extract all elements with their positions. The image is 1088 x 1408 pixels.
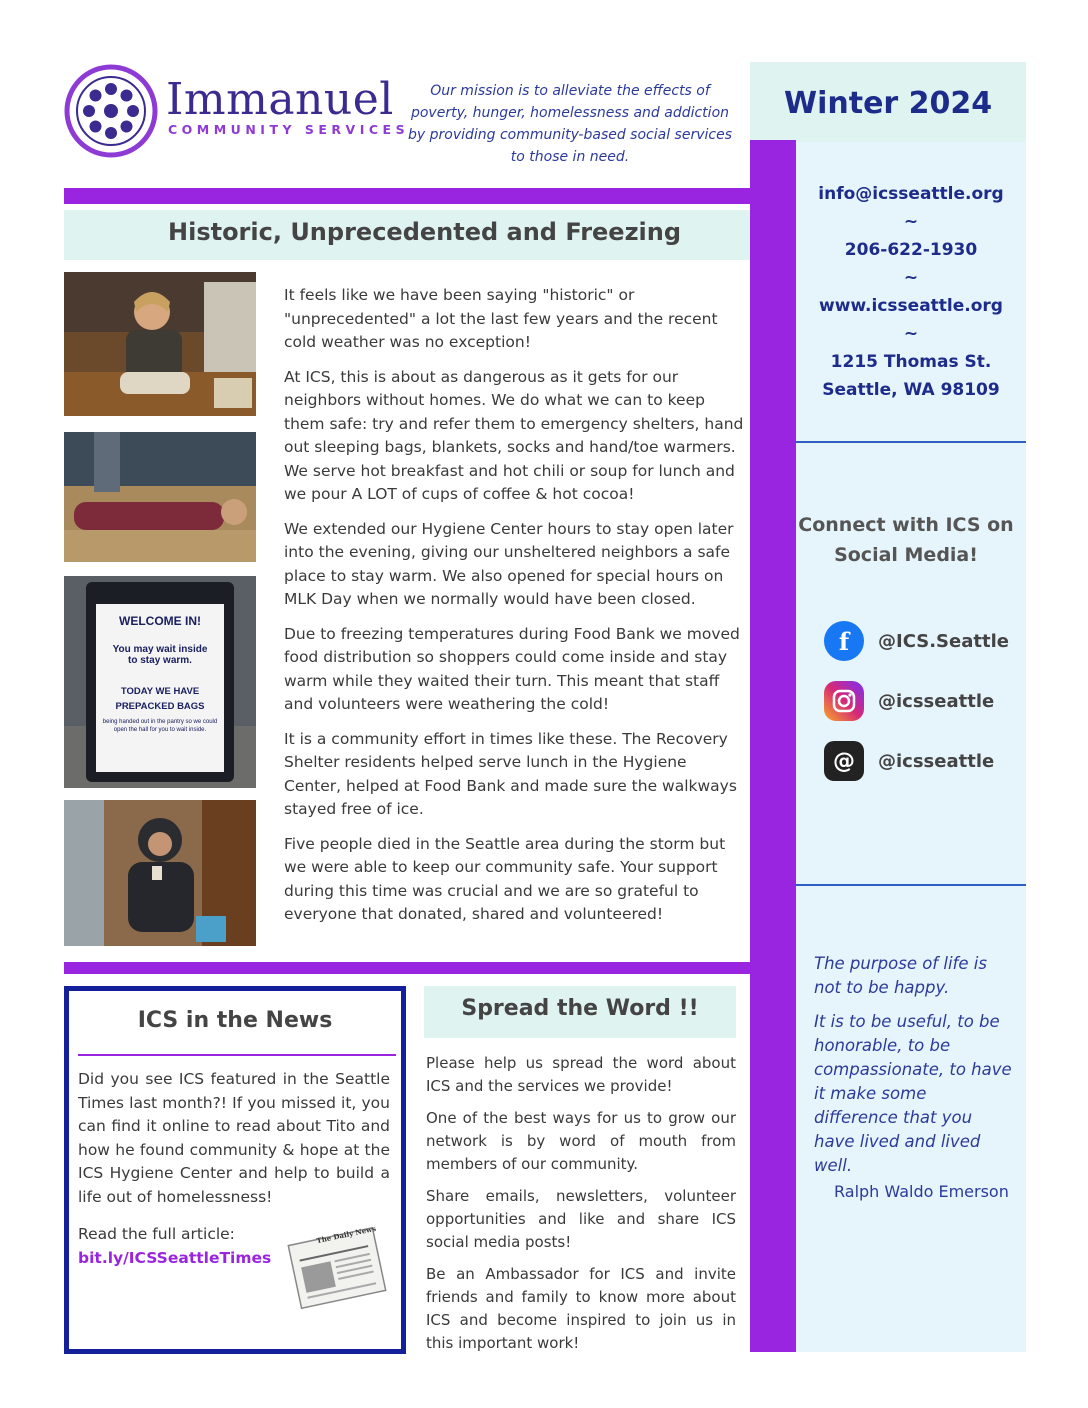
org-subtitle: COMMUNITY SERVICES <box>168 122 410 137</box>
social-facebook[interactable]: f @ICS.Seattle <box>824 621 1009 661</box>
spread-title: Spread the Word !! <box>461 996 699 1021</box>
mission-statement: Our mission is to alleviate the effects of poverty, hunger, homelessness and addiction by providing community-based social services to those in need. <box>407 83 732 165</box>
news-body: Did you see ICS featured in the Seattle Times last month?! If you missed it, you can find it online to read about Tito and how he found community & hope at the ICS Hygiene Center and help to build a life out of homelessness! Read the full article: bit.ly/ICSSeattleTimes <box>78 1068 390 1270</box>
newspaper-masthead: The Daily News <box>315 1223 377 1246</box>
facebook-icon[interactable]: f <box>824 621 864 661</box>
sidebar-divider-2 <box>796 884 1026 886</box>
quote-author: Ralph Waldo Emerson <box>834 1182 1009 1201</box>
social-instagram[interactable]: @icsseattle <box>824 681 994 721</box>
org-name: Immanuel <box>166 74 394 125</box>
article-paragraph: Five people died in the Seattle area during the storm but we were able to keep our community safe. Your support during this time was crucial and we are so grateful to everyone that donated, shared and volunteered! <box>284 834 726 923</box>
article-link[interactable]: bit.ly/ICSSeattleTimes <box>78 1248 272 1267</box>
sidebar-divider <box>796 441 1026 443</box>
quote-block: The purpose of life is not to be happy. It is to be useful, to be honorable, to be compassionate, to have it make some difference that you have lived and lived well. <box>814 954 1012 1175</box>
spread-paragraph: Be an Ambassador for ICS and invite friends and family to know more about ICS and become inspired to join us in this important work! <box>426 1265 736 1352</box>
article-paragraph: It feels like we have been saying "historic" or "unprecedented" a lot the last few years and the recent cold weather was no exception! <box>284 286 718 351</box>
contact-info: info@icsseattle.org ~ 206-622-1930 ~ www.icsseattle.org ~ 1215 Thomas St. Seattle, WA 98109 <box>796 180 1026 404</box>
article-paragraph: It is a community effort in times like these. The Recovery Shelter residents helped serve lunch in the Hygiene Center, helped at Food Bank and made sure the walkways stayed free of ice. <box>284 729 737 818</box>
sign-text: WELCOME IN! You may wait inside to stay warm. TODAY WE HAVE PREPACKED BAGS being handed out in the pantry so we could open the hall for you to wait inside. <box>102 614 218 733</box>
spread-body <box>426 1052 736 1364</box>
instagram-icon[interactable] <box>824 681 864 721</box>
read-label: Read the full article: <box>78 1225 235 1243</box>
contact-email[interactable]: info@icsseattle.org <box>818 184 1004 204</box>
contact-phone[interactable]: 206-622-1930 <box>844 240 978 260</box>
social-threads[interactable]: @ @icsseattle <box>824 741 994 781</box>
article-headline: Historic, Unprecedented and Freezing <box>168 218 682 246</box>
season-title: Winter 2024 <box>784 86 993 121</box>
ics-logo-icon <box>64 64 158 158</box>
threads-icon[interactable]: @ <box>824 741 864 781</box>
article-paragraph: Due to freezing temperatures during Food Bank we moved food distribution so shoppers could come inside and stay warm while they waited their turn. This meant that staff and volunteers were weathering the cold! <box>284 624 740 713</box>
spread-paragraph: Please help us spread the word about ICS and the services we provide! <box>426 1054 736 1095</box>
contact-website[interactable]: www.icsseattle.org <box>819 296 1003 316</box>
article-paragraph: We extended our Hygiene Center hours to stay open later into the evening, giving our unsheltered neighbors a safe place to stay warm. We also opened for special hours on MLK Day when we normally would have been closed. <box>284 519 734 608</box>
news-title: ICS in the News <box>137 1008 333 1033</box>
purple-horizontal-bar-lower <box>64 962 750 974</box>
photo-man-sitting <box>64 272 256 416</box>
article-body <box>284 284 746 938</box>
purple-horizontal-bar <box>64 188 796 204</box>
photo-person-lying <box>64 432 256 562</box>
spread-paragraph: Share emails, newsletters, volunteer opportunities and like and share ICS social media posts! <box>426 1187 736 1251</box>
article-paragraph: At ICS, this is about as dangerous as it gets for our neighbors without homes. We do what we can to keep them safe: try and refer them to emergency shelters, hand out sleeping bags, blankets, socks and hand/toe warmers. We serve hot breakfast and hot chili or soup for lunch and we pour A LOT of cups of coffee & hot cocoa! <box>284 367 744 503</box>
contact-address-line2: Seattle, WA 98109 <box>822 380 1000 400</box>
purple-vertical-bar <box>750 140 796 1352</box>
spread-paragraph: One of the best ways for us to grow our network is by word of mouth from members of our community. <box>426 1109 736 1173</box>
photo-man-with-coffee <box>64 800 256 946</box>
news-divider <box>78 1054 396 1056</box>
contact-address-line1: 1215 Thomas St. <box>830 352 992 372</box>
social-heading: Connect with ICS on Social Media! <box>798 514 1014 566</box>
